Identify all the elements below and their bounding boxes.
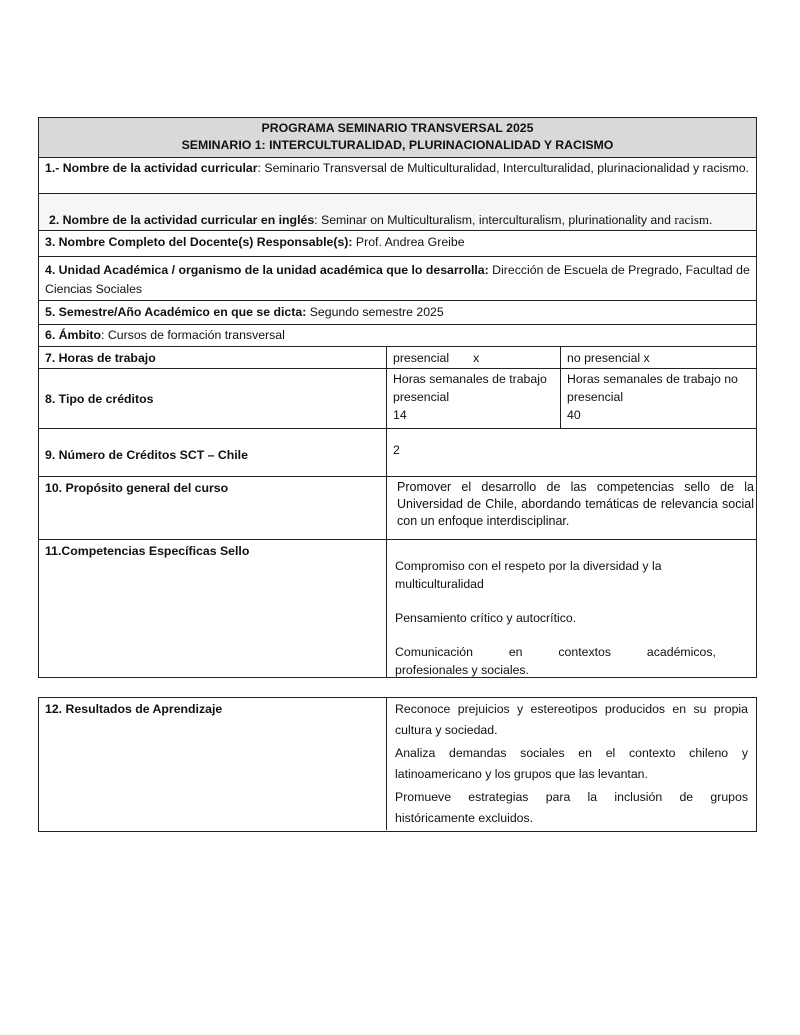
- in-person-text: presencial: [393, 351, 450, 365]
- teacher-label: 3. Nombre Completo del Docente(s) Responsable(s):: [45, 235, 353, 249]
- row-academic-unit: [39, 257, 756, 301]
- row-course-purpose: [39, 477, 756, 540]
- course-purpose-value: Promover el desarrollo de las competencias sello de la Universidad de Chile, abordando temáticas de relevancia social con un enfoque interdisciplinar.: [397, 480, 754, 528]
- activity-name-english-tail: racism.: [674, 212, 713, 227]
- competency-item: Pensamiento crítico y autocrítico.: [395, 611, 577, 625]
- seminar-title: SEMINARIO 1: INTERCULTURALIDAD, PLURINACIONALIDAD Y RACISMO: [181, 138, 614, 152]
- row-learning-outcomes: [39, 698, 756, 830]
- row-credit-type: [39, 369, 756, 429]
- learning-outcomes-table: [38, 697, 757, 832]
- learning-outcomes-list: [387, 698, 756, 830]
- row-sct-credits: [39, 429, 756, 477]
- semester-label: 5. Semestre/Año Académico en que se dicta:: [45, 305, 307, 319]
- program-table: [38, 117, 757, 678]
- activity-name-value: : Seminario Transversal de Multiculturalidad, Interculturalidad, plurinacionalidad y racismo.: [257, 161, 749, 175]
- academic-unit-label: 4. Unidad Académica / organismo de la unidad académica que lo desarrolla:: [45, 263, 489, 277]
- program-title: PROGRAMA SEMINARIO TRANSVERSAL 2025: [261, 121, 534, 135]
- learning-outcome-item: Promueve estrategias para la inclusión de grupos históricamente excluidos.: [395, 790, 748, 825]
- row-competencies: [39, 540, 756, 677]
- competencies-list: [387, 540, 756, 677]
- sct-credits-label: 9. Número de Créditos SCT – Chile: [39, 429, 387, 476]
- row-activity-name: [39, 158, 756, 194]
- remote-hours-value: 40: [567, 408, 581, 422]
- row-scope: [39, 325, 756, 347]
- remote-hours-label-2: presencial: [567, 390, 624, 404]
- activity-name-label: 1.- Nombre de la actividad curricular: [45, 161, 258, 175]
- course-purpose-label: 10. Propósito general del curso: [39, 477, 387, 539]
- sct-credits-value: 2: [393, 443, 400, 457]
- competency-item-line1: [395, 643, 716, 661]
- table-header: [39, 118, 756, 158]
- remote-hours-label-1: Horas semanales de trabajo no: [567, 372, 738, 386]
- work-hours-in-person: [387, 347, 561, 368]
- competencies-label: 11.Competencias Específicas Sello: [39, 540, 387, 677]
- academic-unit-value: Dirección de Escuela de Pregrado, Facultad de Ciencias Sociales: [45, 263, 750, 296]
- credit-type-in-person: [387, 369, 561, 428]
- in-person-hours-value: 14: [393, 408, 407, 422]
- competency-item: Compromiso con el respeto por la diversidad y la multiculturalidad: [395, 559, 662, 591]
- learning-outcome-item: Analiza demandas sociales en el contexto chileno y latinoamericano y los grupos que las levantan.: [395, 746, 748, 781]
- competency-item: [395, 643, 716, 679]
- learning-outcome-item: Reconoce prejuicios y estereotipos producidos en su propia cultura y sociedad.: [395, 702, 748, 737]
- row-activity-name-english: [39, 194, 756, 231]
- credit-type-remote: [561, 369, 756, 428]
- word: académicos,: [646, 645, 716, 659]
- credit-type-label: 8. Tipo de créditos: [39, 369, 387, 428]
- scope-label: 6. Ámbito: [45, 328, 102, 342]
- word: en: [508, 645, 523, 659]
- activity-name-english-value: : Seminar on Multiculturalism, interculturalism, plurinationality and: [314, 213, 671, 227]
- competency-item-line2: profesionales y sociales.: [395, 663, 529, 677]
- in-person-hours-label-1: Horas semanales de trabajo: [393, 372, 547, 386]
- in-person-mark: x: [473, 351, 480, 365]
- learning-outcomes-label: 12. Resultados de Aprendizaje: [39, 698, 387, 830]
- row-semester: [39, 301, 756, 325]
- in-person-hours-label-2: presencial: [393, 390, 450, 404]
- work-hours-remote: no presencial x: [567, 351, 650, 365]
- word: Comunicación: [395, 645, 473, 659]
- word: contextos: [558, 645, 612, 659]
- work-hours-label: 7. Horas de trabajo: [39, 347, 387, 368]
- row-teacher: [39, 231, 756, 257]
- semester-value: Segundo semestre 2025: [306, 305, 444, 319]
- row-work-hours: [39, 347, 756, 369]
- scope-value: : Cursos de formación transversal: [101, 328, 285, 342]
- teacher-value: Prof. Andrea Greibe: [352, 235, 465, 249]
- activity-name-english-label: 2. Nombre de la actividad curricular en inglés: [49, 213, 315, 227]
